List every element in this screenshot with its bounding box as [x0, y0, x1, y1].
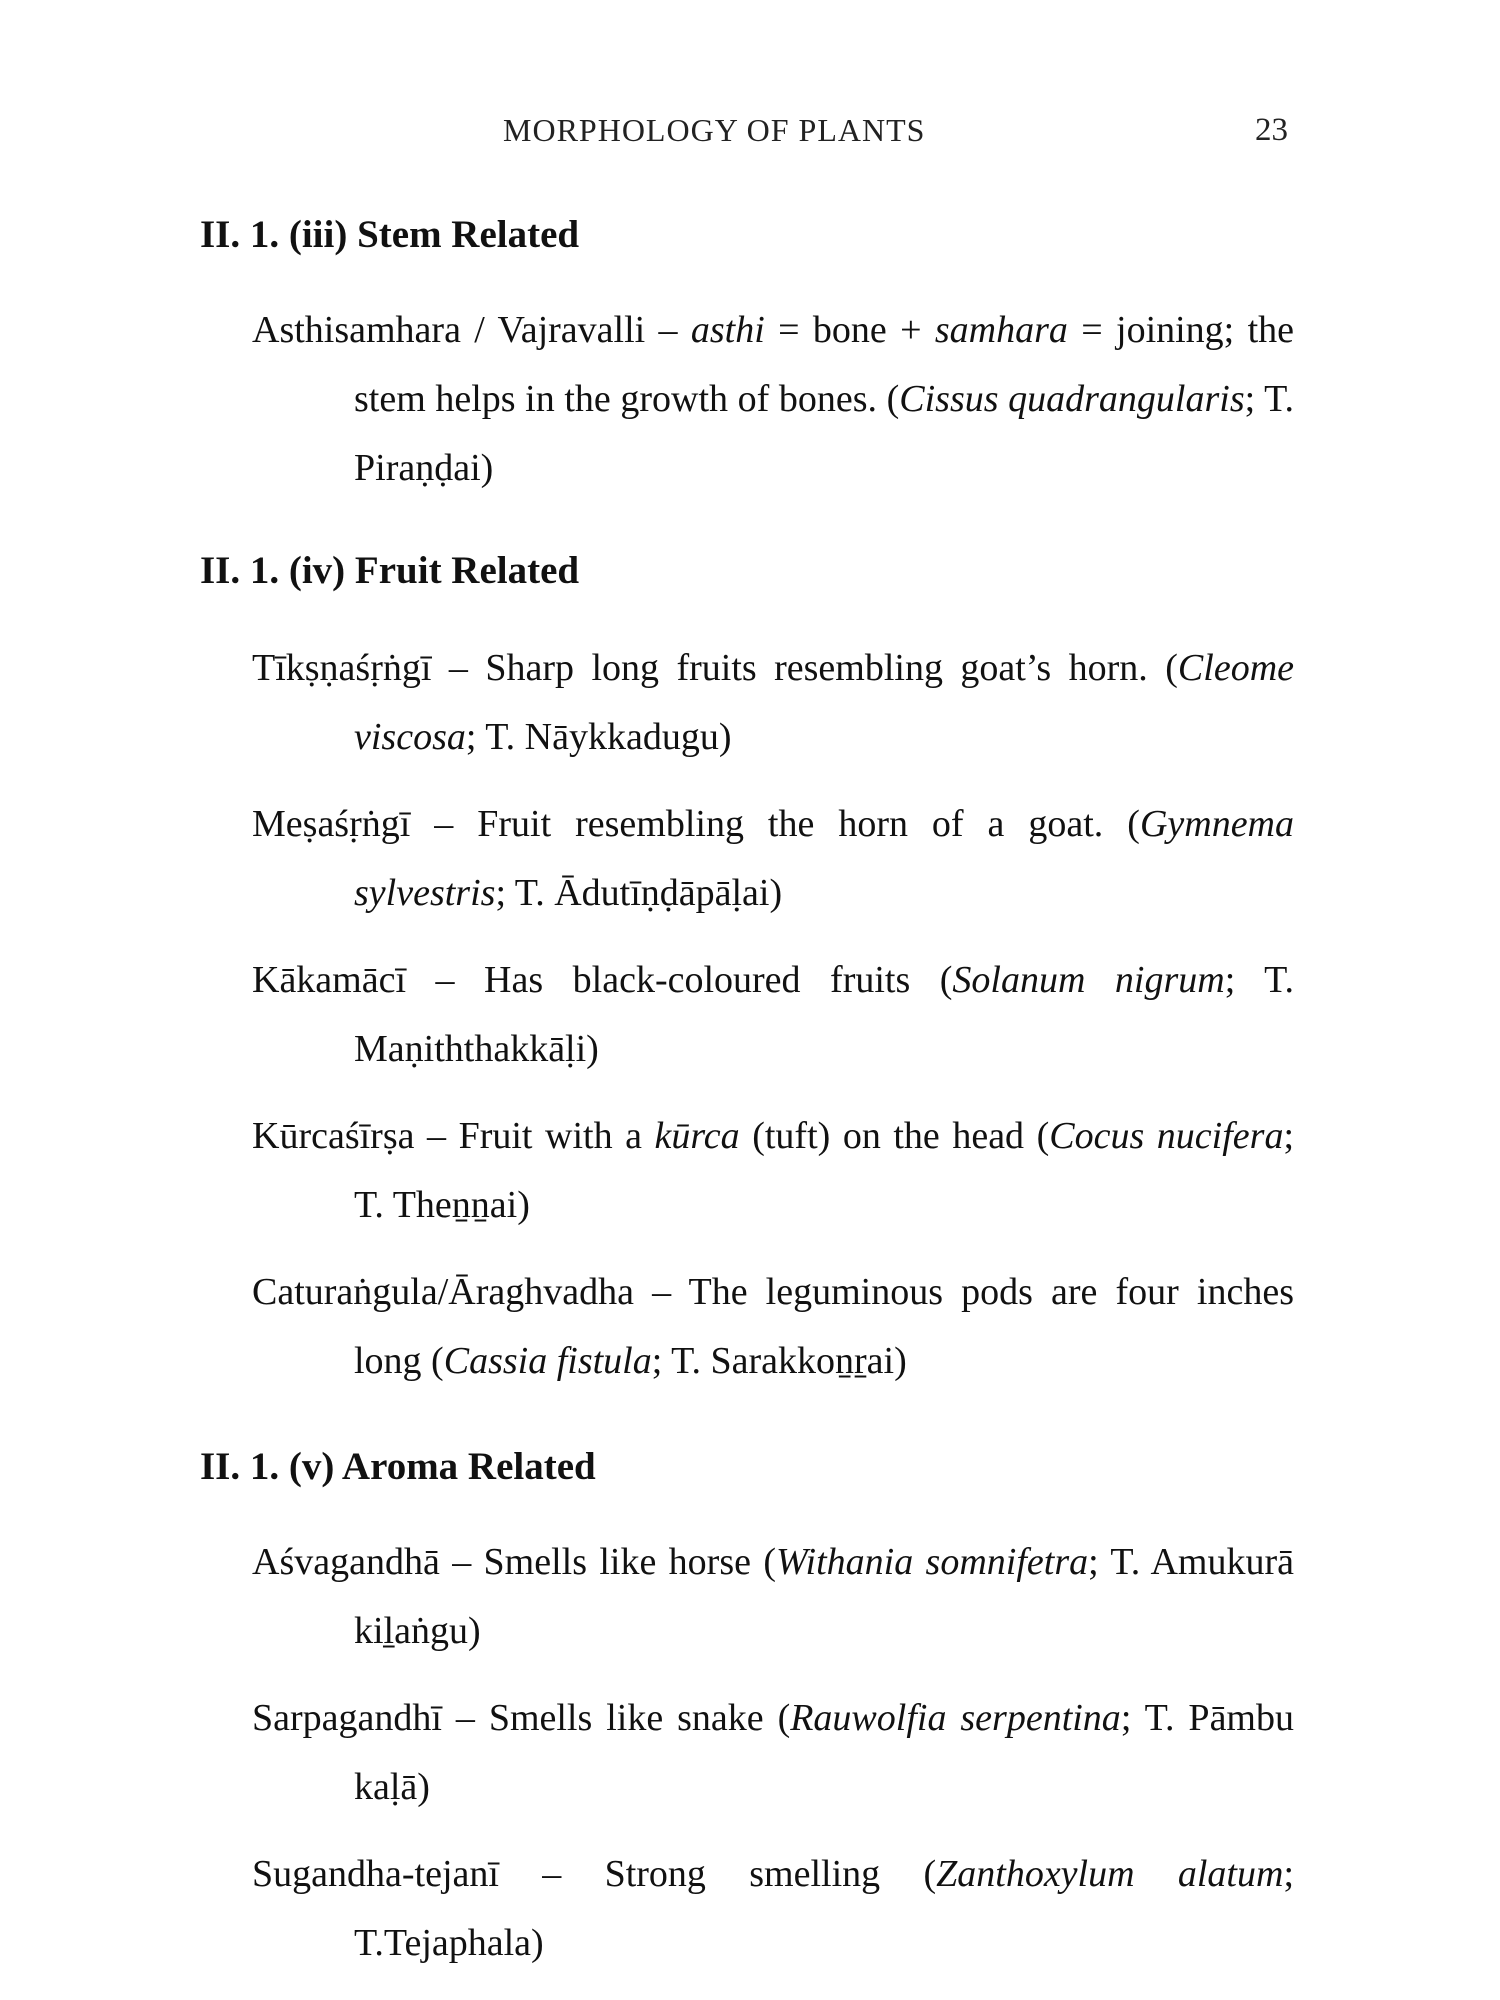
entry-term: Caturaṅgula/Āraghvadha	[252, 1271, 634, 1313]
running-head: MORPHOLOGY OF PLANTS	[503, 112, 926, 148]
entry-species: Cleome viscosa	[354, 647, 1294, 758]
entry-term: Aśvagandhā	[252, 1541, 440, 1583]
entry-term: Asthisamhara / Vajravalli	[252, 309, 646, 351]
entry-text: (tuft) on the head (	[739, 1115, 1050, 1157]
entry-sarpagandhi	[252, 1684, 1294, 1822]
entry-text: – Smells like horse (	[439, 1541, 776, 1583]
entry-species: Rauwolfia serpentina	[790, 1697, 1121, 1739]
entry-species: Cocus nucifera	[1049, 1115, 1284, 1157]
entry-text: – Has black-coloured fruits (	[406, 959, 953, 1001]
entry-text: ; T. Maṇiththakkāḷi)	[354, 959, 1294, 1070]
entry-text: ; T. Nāykkadugu)	[465, 716, 732, 758]
entry-sugandha-tejani	[252, 1840, 1294, 1978]
entry-mesasrngi	[252, 790, 1294, 928]
entry-text: ; T.Tejaphala)	[354, 1853, 1294, 1964]
entry-italic: kūrca	[654, 1115, 740, 1157]
entry-caturangula	[252, 1258, 1294, 1396]
entry-italic: asthi	[690, 309, 765, 351]
entry-text: – Fruit resembling the horn of a goat. (	[410, 803, 1140, 845]
entry-species: Zanthoxylum alatum	[936, 1853, 1284, 1895]
entry-text: ; T. Pāmbu kaḷā)	[354, 1697, 1294, 1808]
entry-text: = bone +	[764, 309, 935, 351]
entry-kurcasirsa	[252, 1102, 1294, 1240]
entry-term: Kākamācī	[252, 959, 407, 1001]
entry-species: Gymnema sylvestris	[354, 803, 1294, 914]
entry-text: – The leguminous pods are four inches long (	[354, 1271, 1294, 1382]
entry-tiksnasrngi	[252, 634, 1294, 772]
entry-text: – Sharp long fruits resembling goat’s horn. (	[431, 647, 1178, 689]
entry-species: Cissus quadrangularis	[899, 378, 1245, 420]
entry-text: ; T. Piraṇḍai)	[354, 378, 1295, 489]
entry-term: Tīkṣṇaśṛṅgī	[252, 647, 432, 689]
entry-text: ; T. Theṉṉai)	[354, 1115, 1295, 1226]
section-heading-fruit: II. 1. (iv) Fruit Related	[200, 549, 580, 592]
entry-species: Solanum nigrum	[952, 959, 1225, 1001]
entry-text: – Fruit with a	[414, 1115, 655, 1157]
entry-text: – Smells like snake (	[441, 1697, 791, 1739]
entry-text: ; T. Amukurā kiḻaṅgu)	[354, 1541, 1295, 1652]
entry-term: Kūrcaśīrṣa	[252, 1115, 415, 1157]
entry-text: – Strong smelling (	[498, 1853, 937, 1895]
entry-kakamaci	[252, 946, 1294, 1084]
entry-text: ; T. Sarakkoṉṟai)	[651, 1340, 907, 1382]
entry-dash: –	[645, 309, 691, 351]
entry-term: Sarpagandhī	[252, 1697, 442, 1739]
entry-asthisamhara	[252, 296, 1294, 503]
section-heading-aroma: II. 1. (v) Aroma Related	[200, 1445, 596, 1488]
entry-text: = joining; the stem helps in the growth of bones. (	[354, 309, 1295, 420]
entry-asvagandha	[252, 1528, 1294, 1666]
entry-term: Sugandha-tejanī	[252, 1853, 499, 1895]
page-number: 23	[1255, 112, 1288, 148]
section-heading-stem: II. 1. (iii) Stem Related	[200, 213, 580, 256]
entry-italic: samhara	[934, 309, 1068, 351]
entry-term: Meṣaśṛṅgī	[252, 803, 411, 845]
entry-species: Withania somnifetra	[775, 1541, 1089, 1583]
entry-species: Cassia fistula	[443, 1340, 652, 1382]
entry-text: ; T. Ādutīṇḍāpāḷai)	[495, 872, 783, 914]
